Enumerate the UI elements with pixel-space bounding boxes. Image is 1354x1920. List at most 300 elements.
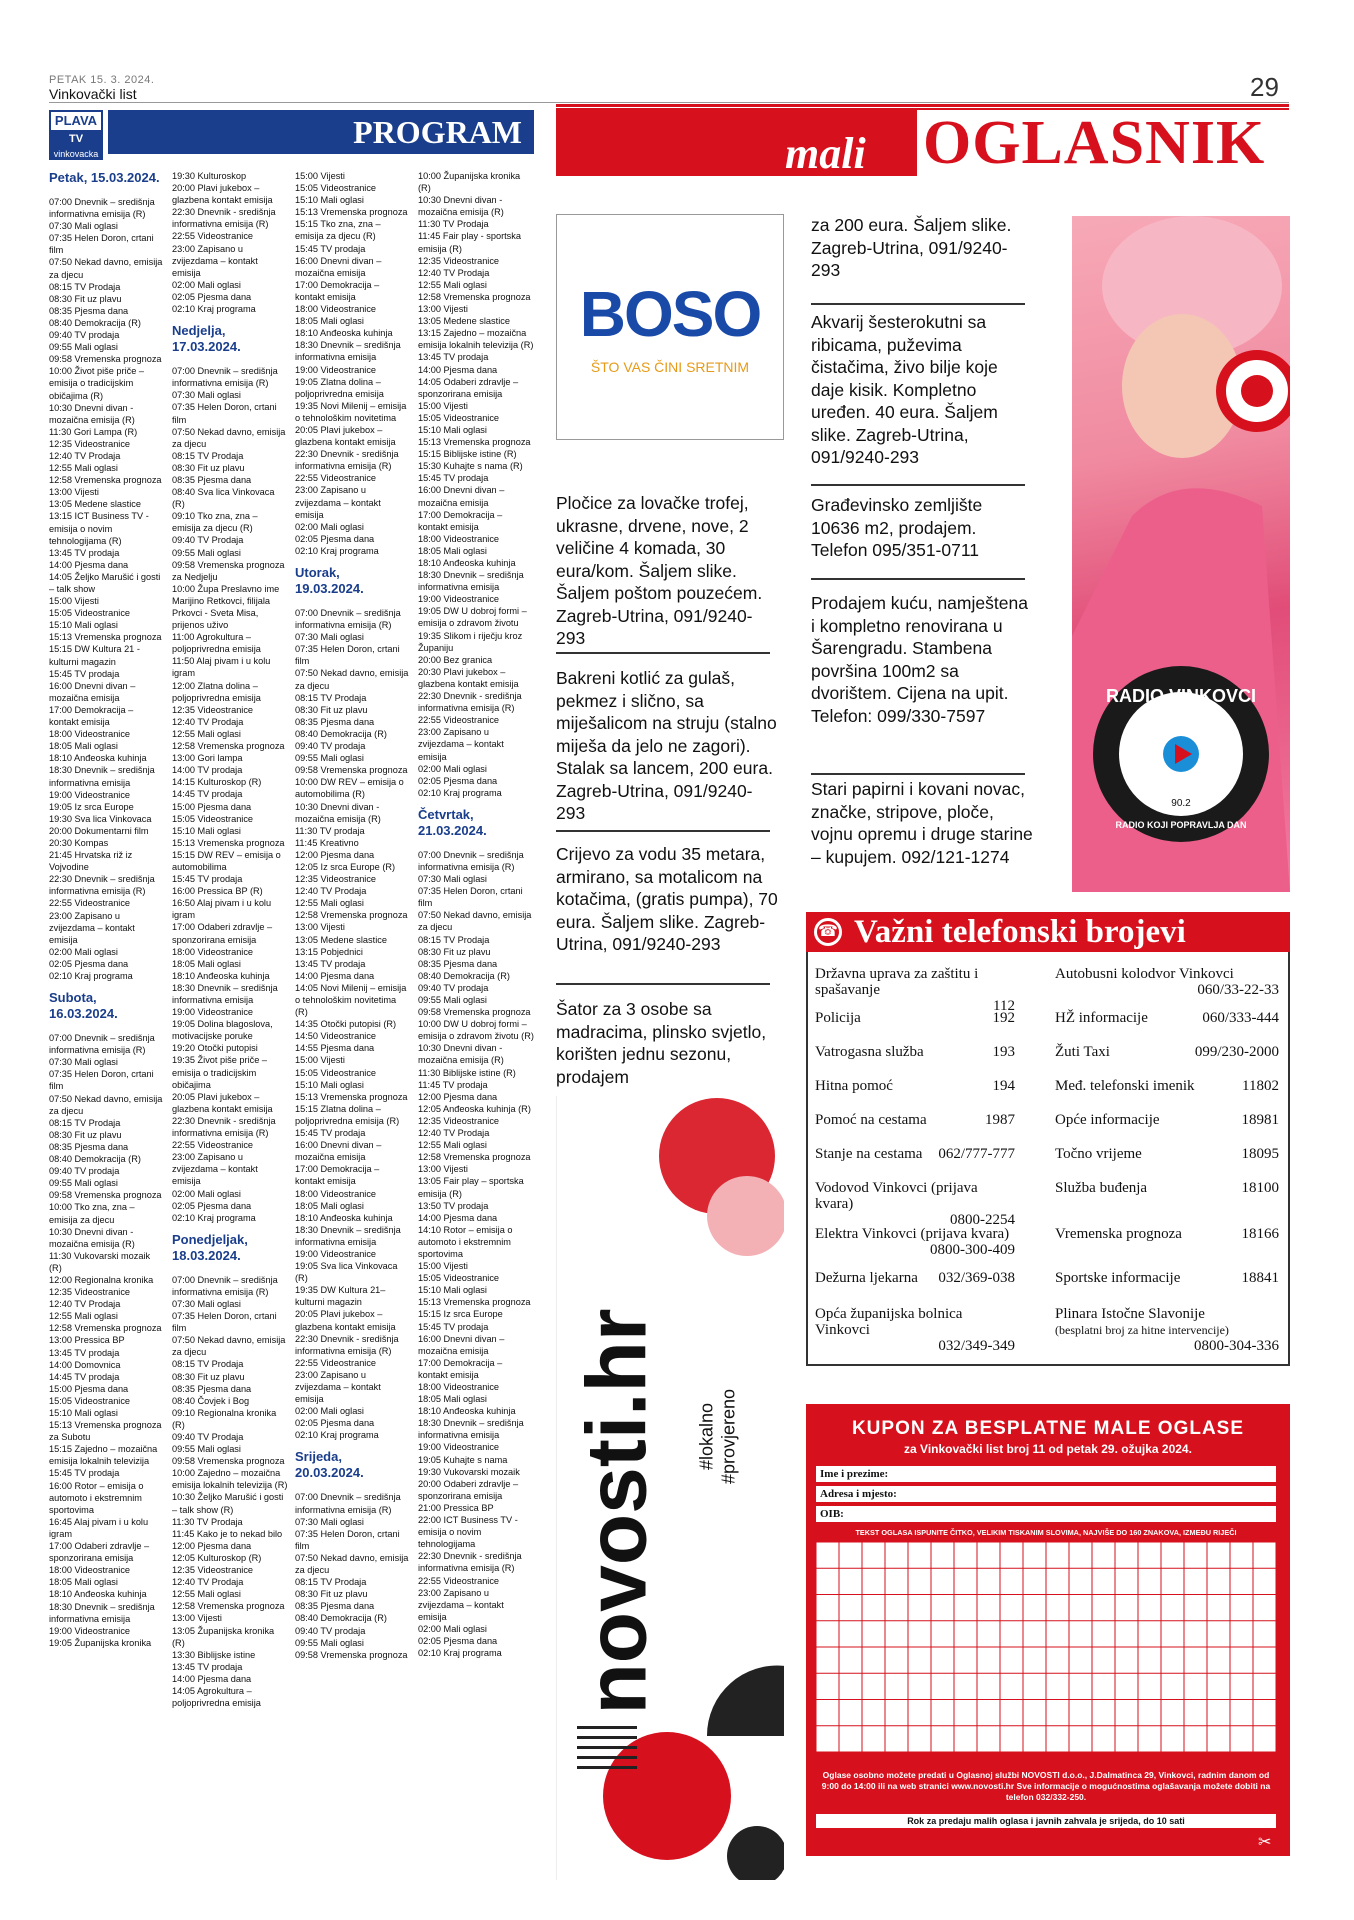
program-entry: 19:05 Iz srca Europe bbox=[49, 801, 134, 812]
program-entry: 19:30 Vukovarski mozaik bbox=[418, 1466, 520, 1477]
program-entry: 19:30 Sva lica Vinkovaca bbox=[49, 813, 152, 824]
phone-entry bbox=[815, 966, 1015, 1014]
program-entry: 12:35 Videostranice bbox=[172, 1565, 254, 1576]
program-entry: 19:35 Novi Milenij – emisija o tehnološkim novitetima bbox=[295, 400, 407, 423]
ad-separator bbox=[811, 773, 1025, 775]
program-entry: 19:00 Videostranice bbox=[418, 1442, 500, 1453]
program-entry: 18:30 Dnevnik – središnja informativna emisija bbox=[418, 1418, 524, 1441]
program-entry: 17:00 Demokracija – kontakt emisija bbox=[295, 279, 380, 302]
phone-entry-name: Služba buđenja bbox=[1055, 1180, 1148, 1196]
program-entry: 20:00 Odaberi zdravlje – sponzorirana emisija bbox=[418, 1478, 519, 1501]
program-entry: 08:15 TV Prodaja bbox=[295, 1577, 367, 1588]
program-entry: 16:00 Dnevni divan – mozaična emisija bbox=[295, 255, 382, 278]
program-entry: 15:00 Vijesti bbox=[418, 1261, 468, 1272]
program-entry: 22:55 Videostranice bbox=[172, 1140, 254, 1151]
phone-entry-name: Opća županijska bolnica Vinkovci bbox=[815, 1306, 963, 1338]
program-entry: 14:45 TV prodaja bbox=[172, 789, 243, 800]
program-entry: 09:55 Mali oglasi bbox=[172, 1444, 241, 1455]
program-entry: 02:10 Kraj programa bbox=[295, 545, 379, 556]
program-entry: 11:30 TV Prodaja bbox=[418, 219, 489, 230]
program-entry: 10:30 Dnevni divan - mozaična emisija (R) bbox=[418, 195, 504, 218]
program-entry: 14:00 Pjesma dana bbox=[49, 559, 129, 570]
coupon-address-field[interactable]: Adresa i mjesto: bbox=[816, 1486, 1276, 1502]
program-entry: 10:00 DW U dobroj formi – emisija o zdravom životu (R) bbox=[418, 1019, 534, 1042]
program-entry: 02:10 Kraj programa bbox=[49, 971, 133, 981]
novosti-tag-provjereno: #provjereno bbox=[718, 1388, 739, 1485]
program-entry: 12:58 Vremenska prognoza bbox=[49, 475, 162, 486]
program-entry: 18:00 Videostranice bbox=[418, 533, 500, 544]
program-entry: 23:00 Zapisano u zvijezdama – kontakt emisija bbox=[172, 243, 258, 278]
day-heading: Nedjelja, 17.03.2024. bbox=[172, 323, 241, 355]
program-entry: 23:00 Zapisano u zvijezdama – kontakt emisija bbox=[418, 727, 504, 762]
program-entry: 13:00 Vijesti bbox=[418, 1164, 468, 1175]
program-entry: 15:10 Mali oglasi bbox=[418, 424, 487, 435]
program-entry: 15:15 DW Kultura 21 - kulturni magazin bbox=[49, 644, 140, 667]
program-entry: 02:05 Pjesma dana bbox=[49, 958, 129, 969]
program-entry: 09:58 Vremenska prognoza bbox=[295, 1649, 408, 1660]
program-entry: 08:40 Demokracija (R) bbox=[49, 1154, 141, 1165]
program-entry: 14:05 Željko Marušić i gosti – talk show bbox=[49, 571, 161, 594]
program-entry: 12:58 Vremenska prognoza bbox=[418, 291, 531, 302]
program-entry: 08:30 Fit uz plavu bbox=[49, 1129, 122, 1140]
program-entry: 13:00 Vijesti bbox=[295, 922, 345, 933]
phone-entry bbox=[815, 1180, 1015, 1228]
phone-entry-name: Dežurna ljekarna bbox=[815, 1270, 918, 1286]
program-entry: 09:55 Mali oglasi bbox=[49, 1178, 118, 1189]
program-entry: 08:35 Pjesma dana bbox=[172, 474, 252, 485]
program-entry: 18:10 Anđeoska kuhinja bbox=[418, 558, 516, 568]
program-entry: 07:35 Helen Doron, crtani film bbox=[295, 1528, 400, 1551]
program-entry: 14:00 Pjesma dana bbox=[418, 364, 498, 375]
program-entry: 20:30 Plavi jukebox – glazbena kontakt emisija bbox=[418, 666, 519, 689]
program-entry: 10:00 Županijska kronika (R) bbox=[418, 171, 521, 194]
program-entry: 09:40 TV prodaja bbox=[295, 741, 366, 752]
phone-entry-name: Plinara Istočne Slavonije bbox=[1055, 1306, 1205, 1322]
program-entry: 13:05 Županijska kronika (R) bbox=[172, 1625, 275, 1648]
program-entry: 22:00 ICT Business TV - emisija o novim tehnologijama bbox=[418, 1515, 518, 1550]
program-entry: 20:30 Kompas bbox=[49, 837, 109, 848]
novosti-tag-lokalno: #lokalno bbox=[696, 1402, 717, 1471]
program-entry: 15:45 TV prodaja bbox=[172, 874, 243, 885]
program-entry: 12:58 Vremenska prognoza bbox=[172, 741, 285, 752]
program-entry: 07:30 Mali oglasi bbox=[418, 874, 487, 885]
program-entry: 16:45 Alaj pivam i u kolu igram bbox=[49, 1516, 149, 1539]
program-entry: 19:00 Videostranice bbox=[418, 594, 500, 605]
program-entry: 18:05 Mali oglasi bbox=[172, 958, 241, 969]
program-entry: 23:00 Zapisano u zvijezdama – kontakt emisija bbox=[418, 1587, 504, 1622]
program-entry: 07:00 Dnevnik – središnja informativna emisija (R) bbox=[49, 197, 155, 220]
program-entry: 14:50 Videostranice bbox=[295, 1031, 377, 1042]
program-column-3 bbox=[295, 170, 411, 1661]
program-entry: 18:05 Mali oglasi bbox=[49, 741, 118, 752]
program-entry: 11:45 Kreativno bbox=[295, 837, 359, 848]
program-entry: 18:00 Videostranice bbox=[295, 304, 377, 315]
program-entry: 15:15 Tko zna, zna – emisija za djecu (R) bbox=[295, 219, 381, 242]
coupon-text-grid[interactable] bbox=[816, 1542, 1276, 1752]
program-entry: 22:30 Dnevnik – središnja informativna emisija (R) bbox=[49, 874, 155, 897]
program-entry: 13:05 Medene slastice bbox=[49, 499, 141, 510]
oglasnik-title: OGLASNIK bbox=[917, 110, 1289, 176]
ad-separator bbox=[811, 303, 1025, 305]
phone-entry-name: Državna uprava za zaštitu i spašavanje bbox=[815, 966, 979, 998]
oglasnik-top-rule bbox=[556, 104, 1289, 107]
program-entry: 16:00 Dnevni divan – mozaična emisija bbox=[295, 1140, 382, 1163]
phone-entry-name: Policija bbox=[815, 1010, 861, 1026]
program-entry: 22:55 Videostranice bbox=[295, 473, 377, 484]
phone-entry-number: 193 bbox=[992, 1044, 1015, 1060]
program-entry: 15:05 Videostranice bbox=[418, 1273, 500, 1284]
phone-entry bbox=[1055, 1306, 1279, 1354]
radio-frequency: 90.2 bbox=[1171, 798, 1191, 809]
program-entry: 13:45 TV prodaja bbox=[295, 958, 366, 969]
day-heading: Četvrtak, 21.03.2024. bbox=[418, 806, 487, 838]
phone-entry-number: 0800-304-336 bbox=[1194, 1338, 1279, 1354]
phone-entry bbox=[815, 1306, 1015, 1354]
program-entry: 18:30 Dnevnik – središnja informativna emisija bbox=[418, 570, 524, 593]
program-entry: 13:45 TV prodaja bbox=[49, 547, 120, 558]
coupon-oib-field[interactable]: OIB: bbox=[816, 1506, 1276, 1522]
program-entry: 13:30 Biblijske istine bbox=[172, 1649, 256, 1660]
program-entry: 07:00 Dnevnik – središnja informativna emisija (R) bbox=[295, 608, 401, 631]
program-entry: 15:13 Vremenska prognoza bbox=[418, 437, 531, 448]
phone-entry bbox=[1055, 1270, 1279, 1286]
program-entry: 09:40 TV Prodaja bbox=[172, 1432, 244, 1442]
program-entry: 08:35 Pjesma dana bbox=[295, 1601, 375, 1612]
program-entry: 15:10 Mali oglasi bbox=[295, 1079, 364, 1090]
phone-entry-number: 18841 bbox=[1241, 1270, 1279, 1286]
program-entry: 14:10 Rotor – emisija o automoto i ekstremnim sportovima bbox=[418, 1224, 513, 1259]
program-entry: 15:13 Vremenska prognoza bbox=[49, 632, 162, 643]
program-entry: 13:15 ICT Business TV - emisija o novim tehnologijama (R) bbox=[49, 511, 149, 546]
program-entry: 12:35 Videostranice bbox=[49, 438, 131, 449]
program-entry: 09:40 TV prodaja bbox=[295, 1625, 366, 1636]
program-entry: 13:15 Pobjednici bbox=[295, 946, 363, 957]
program-entry: 19:00 Videostranice bbox=[49, 1625, 131, 1636]
phone-entry bbox=[1055, 1010, 1279, 1026]
program-entry: 15:05 Videostranice bbox=[418, 412, 500, 423]
program-entry: 08:40 Čovjek i Bog bbox=[172, 1395, 250, 1406]
phone-entry bbox=[1055, 966, 1279, 998]
classified-ad: Građevinsko zemljište 10636 m2, prodajem. Telefon 095/351-0711 bbox=[811, 495, 983, 560]
program-entry: 14:05 Odaberi zdravlje – sponzorirana emisija bbox=[418, 376, 519, 399]
coupon-name-field[interactable]: Ime i prezime: bbox=[816, 1466, 1276, 1482]
program-entry: 10:30 Dnevni divan - mozaična emisija (R) bbox=[49, 1226, 135, 1249]
program-entry: 02:10 Kraj programa bbox=[418, 1648, 502, 1659]
program-entry: 16:00 Dnevni divan – mozaična emisija bbox=[49, 680, 136, 703]
program-entry: 15:05 Videostranice bbox=[295, 183, 377, 194]
coupon-title: KUPON ZA BESPLATNE MALE OGLASE bbox=[851, 1418, 1245, 1439]
program-entry: 18:00 Videostranice bbox=[172, 946, 254, 957]
program-entry: 11:45 Kako je to nekad bilo bbox=[172, 1528, 283, 1539]
phone-entry-number: 18166 bbox=[1241, 1226, 1279, 1242]
program-entry: 14:00 TV prodaja bbox=[172, 765, 243, 776]
header-rule bbox=[49, 102, 1289, 103]
program-entry: 15:00 Vijesti bbox=[295, 1055, 345, 1066]
program-entry: 20:05 Plavi jukebox – glazbena kontakt emisija bbox=[172, 1091, 273, 1114]
program-entry: 12:00 Pjesma dana bbox=[295, 849, 375, 860]
program-entry: 02:00 Mali oglasi bbox=[418, 1623, 487, 1634]
program-entry: 09:55 Mali oglasi bbox=[49, 342, 118, 353]
program-entry: 07:00 Dnevnik – središnja informativna emisija (R) bbox=[418, 849, 524, 872]
program-entry: 15:45 TV prodaja bbox=[49, 1468, 120, 1479]
program-entry: 12:58 Vremenska prognoza bbox=[295, 910, 408, 921]
program-entry: 02:05 Pjesma dana bbox=[172, 1200, 252, 1211]
program-entry: 22:30 Dnevnik - središnja informativna emisija (R) bbox=[295, 449, 399, 472]
boso-slogan: ŠTO VAS ČINI SRETNIM bbox=[590, 359, 750, 375]
coupon-subtitle: za Vinkovački list broj 11 od petak 29. ožujka 2024. bbox=[904, 1442, 1192, 1456]
program-entry: 15:10 Mali oglasi bbox=[172, 825, 241, 836]
program-entry: 13:50 TV prodaja bbox=[418, 1200, 489, 1211]
phone-entry-number: 112 bbox=[993, 998, 1015, 1014]
program-entry: 15:00 Pjesma dana bbox=[49, 1383, 129, 1394]
program-entry: 16:00 Rotor – emisija o automoto i ekstremnim sportovima bbox=[49, 1480, 144, 1515]
program-entry: 09:58 Vremenska prognoza bbox=[172, 1456, 285, 1467]
program-entry: 10:00 Župa Preslavno ime Marijino Retkovci, filijala Prkovci - Sveta Misa, prijenos uživo bbox=[172, 583, 280, 631]
program-entry: 15:45 TV prodaja bbox=[49, 668, 120, 679]
program-entry: 17:00 Odaberi zdravlje – sponzorirana emisija bbox=[172, 922, 273, 945]
radio-vinkovci-ad[interactable] bbox=[1072, 216, 1290, 892]
phone-entry-number: 032/369-038 bbox=[938, 1270, 1015, 1286]
program-entry: 15:05 Videostranice bbox=[172, 813, 254, 824]
program-entry: 17:00 Demokracija – kontakt emisija bbox=[49, 704, 134, 728]
program-entry: 08:35 Pjesma dana bbox=[49, 305, 129, 316]
novosti-domain: novosti.hr bbox=[569, 1308, 664, 1715]
program-entry: 19:35 Slikom i riječju kroz Županiju bbox=[418, 630, 523, 653]
program-entry: 02:05 Pjesma dana bbox=[295, 1418, 375, 1429]
phone-entry bbox=[1055, 1146, 1279, 1162]
program-entry: 23:00 Zapisano u zvijezdama – kontakt emisija bbox=[49, 910, 135, 945]
classified-ad: Šator za 3 osobe sa madracima, plinsko svjetlo, korišten jednu sezonu, prodajem bbox=[556, 999, 767, 1087]
boso-ad[interactable] bbox=[556, 214, 784, 440]
program-entry: 10:30 Dnevni divan - mozaična emisija (R) bbox=[418, 1043, 504, 1066]
program-entry: 18:10 Anđeoska kuhinja bbox=[295, 1212, 393, 1223]
program-entry: 18:00 Videostranice bbox=[49, 1565, 131, 1576]
program-entry: 15:05 Videostranice bbox=[49, 608, 131, 619]
program-entry: 07:50 Nekad davno, emisija za djecu bbox=[418, 910, 532, 933]
program-entry: 15:15 Zlatna dolina – poljoprivredna emisija (R) bbox=[295, 1103, 400, 1126]
radio-name: RADIO VINKOVCI bbox=[1105, 686, 1256, 706]
day-heading: Ponedjeljak, 18.03.2024. bbox=[172, 1231, 248, 1263]
phone-entry bbox=[815, 1270, 1015, 1286]
program-entry: 15:13 Vremenska prognoza za Subotu bbox=[49, 1420, 162, 1443]
program-entry: 13:15 Zajedno – mozaična emisija lokalnih televizija (R) bbox=[418, 328, 534, 351]
ad-separator bbox=[811, 578, 1025, 580]
program-entry: 08:15 TV Prodaja bbox=[172, 1359, 244, 1370]
phone-entry-number: 192 bbox=[992, 1010, 1015, 1026]
program-entry: 02:05 Pjesma dana bbox=[418, 1635, 498, 1646]
coupon-instructions: TEKST OGLASA ISPUNITE ČITKO, VELIKIM TISKANIM SLOVIMA, NAJVIŠE DO 160 ZNAKOVA, IZMEĐU RIJEČI bbox=[855, 1528, 1237, 1537]
program-entry: 14:05 Agrokultura – poljoprivredna emisija bbox=[172, 1685, 261, 1709]
program-entry: 02:00 Mali oglasi bbox=[49, 946, 118, 957]
oglasnik-title-mali: mali bbox=[785, 129, 866, 178]
program-entry: 13:00 Vijesti bbox=[172, 1613, 222, 1624]
radio-slogan: RADIO KOJI POPRAVLJA DAN bbox=[1115, 820, 1247, 830]
phone-entry-number: 032/349-349 bbox=[938, 1338, 1015, 1354]
program-entry: 18:05 Mali oglasi bbox=[418, 545, 487, 556]
program-entry: 07:35 Helen Doron, crtani film bbox=[172, 1311, 277, 1334]
program-entry: 12:55 Mali oglasi bbox=[418, 279, 487, 290]
program-entry: 15:10 Mali oglasi bbox=[295, 195, 364, 206]
program-entry: 07:35 Helen Doron, crtani film bbox=[172, 402, 277, 425]
phone-numbers-title: Važni telefonski brojevi bbox=[806, 912, 1290, 952]
program-entry: 10:00 Život piše priče – emisija o tradicijskim običajima (R) bbox=[49, 366, 144, 401]
program-entry: 13:05 Medene slastice bbox=[295, 934, 387, 945]
program-entry: 18:05 Mali oglasi bbox=[295, 1200, 364, 1211]
program-entry: 18:30 Dnevnik – središnja informativna emisija bbox=[295, 340, 401, 363]
phone-entry-name: Vatrogasna služba bbox=[815, 1044, 924, 1060]
program-entry: 09:58 Vremenska prognoza za Nedjelju bbox=[172, 559, 285, 582]
program-entry: 12:40 TV Prodaja bbox=[172, 1577, 244, 1588]
program-entry: 11:30 Gori Lampa (R) bbox=[49, 426, 138, 437]
program-entry: 12:58 Vremenska prognoza bbox=[418, 1152, 531, 1163]
program-entry: 13:00 Gori lampa bbox=[172, 753, 243, 764]
program-entry: 02:10 Kraj programa bbox=[295, 1430, 379, 1441]
classified-ad: Pločice za lovačke trofej, ukrasne, drvene, nove, 2 veličine 4 komada, 30 eura/kom. Šaljem slike. Šaljem poštom pouzećem. Zagreb-Utrina, 091/9240-293 bbox=[556, 493, 763, 648]
program-entry: 19:30 Kulturoskop bbox=[172, 171, 247, 181]
program-entry: 08:40 Sva lica Vinkovaca (R) bbox=[172, 487, 275, 510]
program-entry: 07:30 Mali oglasi bbox=[49, 1057, 118, 1068]
phone-entry-name: Žuti Taxi bbox=[1055, 1044, 1110, 1060]
program-entry: 08:30 Fit uz plavu bbox=[418, 946, 491, 957]
program-entry: 14:00 Pjesma dana bbox=[418, 1212, 498, 1223]
program-entry: 08:30 Fit uz plavu bbox=[49, 293, 122, 304]
program-entry: 11:45 TV prodaja bbox=[418, 1079, 488, 1090]
program-entry: 11:50 Alaj pivam i u kolu igram bbox=[172, 656, 271, 679]
program-entry: 15:05 Videostranice bbox=[295, 1067, 377, 1078]
program-entry: 08:35 Pjesma dana bbox=[49, 1141, 129, 1152]
program-entry: 20:05 Plavi jukebox – glazbena kontakt emisija bbox=[295, 1309, 396, 1332]
phone-entry-number: 099/230-2000 bbox=[1194, 1044, 1279, 1060]
program-entry: 19:05 Dolina blagoslova, motivacijske poruke bbox=[172, 1019, 273, 1042]
program-entry: 13:05 Fair play – sportska emisija (R) bbox=[418, 1176, 524, 1199]
program-entry: 12:05 Iz srca Europe (R) bbox=[295, 861, 396, 872]
classified-ad: Crijevo za vodu 35 metara, armirano, sa motalicom na kotačima, (gratis pumpa), 70 eura. Šaljem slike. Zagreb-Utrina, 091/9240-293 bbox=[556, 844, 778, 954]
logo-text-vinkovacka: vinkovacka bbox=[51, 148, 101, 160]
program-entry: 20:00 Plavi jukebox – glazbena kontakt emisija bbox=[172, 183, 273, 206]
classified-ad: Akvarij šesterokutni sa ribicama, puževima čistačima, živo bilje koje daje kisik. Kompletno uređen. 40 eura. Šaljem slike. Zagreb-Utrina, 091/9240-293 bbox=[811, 312, 998, 467]
program-entry: 08:15 TV Prodaja bbox=[418, 934, 490, 945]
phone-entry-name: HŽ informacije bbox=[1055, 1010, 1148, 1026]
program-entry: 02:05 Pjesma dana bbox=[418, 775, 498, 786]
program-entry: 20:05 Plavi jukebox – glazbena kontakt emisija bbox=[295, 424, 396, 448]
program-entry: 09:40 TV prodaja bbox=[418, 982, 489, 993]
program-entry: 08:40 Demokracija (R) bbox=[295, 1613, 387, 1624]
program-entry: 15:13 Vremenska prognoza bbox=[418, 1297, 531, 1308]
program-entry: 02:10 Kraj programa bbox=[172, 1212, 256, 1223]
program-entry: 16:00 Pressica BP (R) bbox=[172, 886, 263, 897]
program-entry: 12:40 TV Prodaja bbox=[49, 450, 121, 461]
program-entry: 13:00 Vijesti bbox=[49, 487, 99, 498]
program-entry: 18:10 Anđeoska kuhinja bbox=[418, 1406, 516, 1417]
phone-icon: ☎ bbox=[814, 918, 842, 946]
program-entry: 07:50 Nekad davno, emisija za djecu bbox=[172, 426, 286, 449]
program-entry: 12:35 Videostranice bbox=[295, 874, 377, 885]
program-entry: 07:50 Nekad davno, emisija za djecu bbox=[49, 1093, 163, 1116]
program-entry: 07:00 Dnevnik – središnja informativna emisija (R) bbox=[172, 1274, 278, 1297]
program-entry: 09:55 Mali oglasi bbox=[295, 753, 364, 764]
program-entry: 11:30 Biblijske istine (R) bbox=[418, 1067, 516, 1078]
program-entry: 14:55 Pjesma dana bbox=[295, 1043, 375, 1054]
program-entry: 08:35 Pjesma dana bbox=[172, 1383, 252, 1394]
program-entry: 07:30 Mali oglasi bbox=[295, 1516, 364, 1527]
program-entry: 23:00 Zapisano u zvijezdama – kontakt emisija bbox=[172, 1152, 258, 1187]
program-entry: 12:55 Mali oglasi bbox=[172, 1589, 241, 1600]
program-entry: 11:30 TV prodaja bbox=[295, 825, 365, 836]
phone-entry bbox=[1055, 1078, 1279, 1094]
phone-entry-name: Međ. telefonski imenik bbox=[1055, 1078, 1195, 1094]
program-entry: 15:13 Vremenska prognoza bbox=[295, 207, 408, 218]
phone-entry-name: Vremenska prognoza bbox=[1055, 1226, 1182, 1242]
phone-entry-name: Opće informacije bbox=[1055, 1112, 1160, 1128]
program-entry: 02:10 Kraj programa bbox=[418, 787, 502, 798]
program-entry: 10:00 Zajedno – mozaična emisija lokalnih televizija (R) bbox=[172, 1468, 288, 1491]
newspaper-name: Vinkovački list bbox=[49, 86, 137, 102]
phone-entry-name: Sportske informacije bbox=[1055, 1270, 1181, 1286]
program-entry: 15:00 Vijesti bbox=[49, 596, 99, 607]
program-entry: 12:55 Mali oglasi bbox=[49, 463, 118, 474]
program-entry: 07:00 Dnevnik – središnja informativna emisija (R) bbox=[49, 1033, 155, 1056]
phone-entry bbox=[1055, 1180, 1279, 1196]
program-entry: 19:05 DW U dobroj formi – emisija o zdravom životu bbox=[418, 606, 527, 629]
program-entry: 16:00 Dnevni divan – mozaična emisija bbox=[418, 485, 505, 508]
program-entry: 22:30 Dnevnik - središnja informativna emisija (R) bbox=[418, 1551, 522, 1574]
phone-entry-name: Elektra Vinkovci (prijava kvara) bbox=[815, 1226, 1010, 1242]
phone-entry bbox=[1055, 1044, 1279, 1060]
program-entry: 08:30 Fit uz plavu bbox=[295, 704, 368, 715]
program-entry: 19:20 Otočki putopisi bbox=[172, 1043, 258, 1054]
program-entry: 08:40 Demokracija (R) bbox=[49, 317, 141, 328]
phone-entry-number: 0800-300-409 bbox=[930, 1242, 1015, 1258]
program-entry: 07:50 Nekad davno, emisija za djecu bbox=[295, 668, 409, 691]
phone-entry-number: 1987 bbox=[985, 1112, 1015, 1128]
program-entry: 12:40 TV Prodaja bbox=[295, 886, 367, 897]
phone-entry-name: Vodovod Vinkovci (prijava kvara) bbox=[815, 1180, 978, 1212]
program-entry: 20:00 Dokumentarni film bbox=[49, 825, 149, 836]
phone-entry-number: 18981 bbox=[1241, 1112, 1279, 1128]
ad-separator bbox=[556, 983, 770, 985]
program-entry: 17:00 Demokracija – kontakt emisija bbox=[418, 1357, 503, 1380]
program-entry: 07:00 Dnevnik – središnja informativna emisija (R) bbox=[172, 366, 278, 389]
program-entry: 21:45 Hrvatska riž iz Vojvodine bbox=[49, 850, 133, 873]
program-entry: 08:15 TV Prodaja bbox=[49, 1117, 121, 1128]
program-entry: 19:00 Videostranice bbox=[295, 364, 377, 375]
program-title: PROGRAM bbox=[108, 110, 534, 154]
program-entry: 09:58 Vremenska prognoza bbox=[418, 1007, 531, 1018]
program-entry: 08:40 Demokracija (R) bbox=[418, 970, 510, 981]
program-entry: 02:00 Mali oglasi bbox=[295, 521, 364, 532]
program-entry: 12:55 Mali oglasi bbox=[49, 1311, 118, 1322]
novosti-ad[interactable] bbox=[556, 1096, 784, 1880]
phone-entry-number: 0800-2254 bbox=[950, 1212, 1015, 1228]
program-entry: 19:05 Sva lica Vinkovaca (R) bbox=[295, 1261, 398, 1284]
phone-entry-number: 11802 bbox=[1242, 1078, 1279, 1094]
program-entry: 14:15 Kulturoskop (R) bbox=[172, 777, 262, 788]
program-entry: 08:40 Demokracija (R) bbox=[295, 728, 387, 739]
program-entry: 12:40 TV Prodaja bbox=[49, 1299, 121, 1310]
program-entry: 14:35 Otočki putopisi (R) bbox=[295, 1019, 397, 1030]
program-entry: 18:30 Dnevnik – središnja informativna emisija bbox=[49, 1601, 155, 1624]
program-entry: 12:55 Mali oglasi bbox=[172, 728, 241, 739]
program-entry: 18:00 Videostranice bbox=[295, 1188, 377, 1199]
program-entry: 21:00 Pressica BP bbox=[418, 1502, 494, 1513]
program-entry: 18:00 Videostranice bbox=[49, 729, 131, 740]
day-heading: Petak, 15.03.2024. bbox=[49, 170, 160, 185]
program-entry: 12:40 TV Prodaja bbox=[418, 1128, 490, 1139]
program-entry: 17:00 Demokracija – kontakt emisija bbox=[295, 1164, 380, 1187]
program-entry: 11:30 Vukovarski mozaik (R) bbox=[49, 1250, 151, 1273]
program-entry: 10:30 Željko Marušić i gosti – talk show (R) bbox=[172, 1492, 284, 1515]
program-entry: 09:40 TV prodaja bbox=[49, 1166, 120, 1177]
